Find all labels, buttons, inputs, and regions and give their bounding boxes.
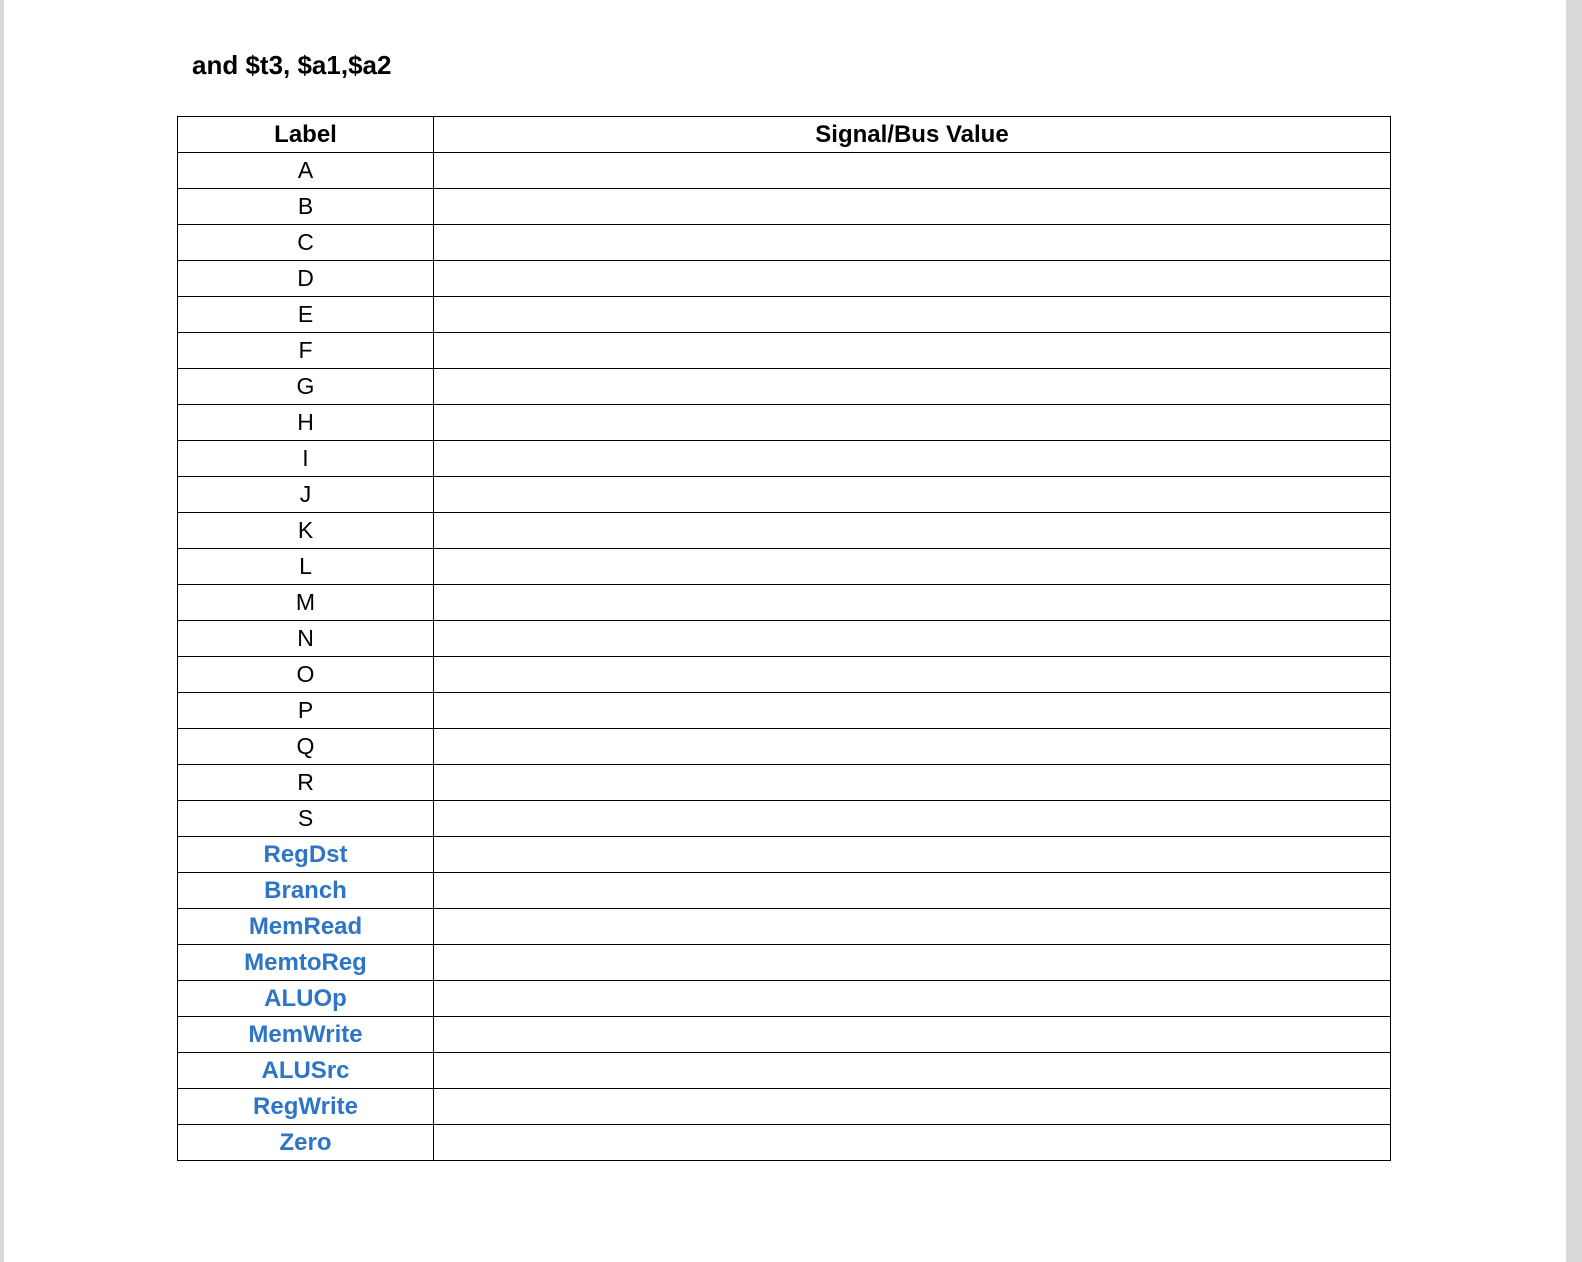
- signal-value-cell[interactable]: [434, 1125, 1391, 1161]
- table-row: [178, 297, 1391, 333]
- signal-value-cell[interactable]: [434, 981, 1391, 1017]
- bus-label: L: [178, 549, 434, 585]
- table-row: [178, 981, 1391, 1017]
- signal-value-cell[interactable]: [434, 477, 1391, 513]
- table-row: [178, 477, 1391, 513]
- bus-label: C: [178, 225, 434, 261]
- table-row: [178, 657, 1391, 693]
- table-row: [178, 1017, 1391, 1053]
- table-row: [178, 405, 1391, 441]
- table-row: [178, 1125, 1391, 1161]
- value-column-header: Signal/Bus Value: [434, 117, 1391, 153]
- bus-label: S: [178, 801, 434, 837]
- table-row: [178, 261, 1391, 297]
- signal-value-cell[interactable]: [434, 441, 1391, 477]
- table-row: [178, 225, 1391, 261]
- table-row: [178, 1089, 1391, 1125]
- signal-value-cell[interactable]: [434, 765, 1391, 801]
- bus-label: B: [178, 189, 434, 225]
- instruction-heading: and $t3, $a1,$a2: [192, 50, 392, 80]
- signal-value-cell[interactable]: [434, 1089, 1391, 1125]
- signal-value-cell[interactable]: [434, 585, 1391, 621]
- bus-label: J: [178, 477, 434, 513]
- signal-value-cell[interactable]: [434, 189, 1391, 225]
- table-row: [178, 837, 1391, 873]
- document-page: [4, 0, 1566, 1262]
- bus-label: E: [178, 297, 434, 333]
- control-signal-label: RegDst: [178, 837, 434, 873]
- signal-value-cell[interactable]: [434, 549, 1391, 585]
- control-signal-label: Branch: [178, 873, 434, 909]
- signal-value-cell[interactable]: [434, 261, 1391, 297]
- control-signal-label: MemRead: [178, 909, 434, 945]
- signal-value-cell[interactable]: [434, 621, 1391, 657]
- control-signal-label: MemtoReg: [178, 945, 434, 981]
- table-row: [178, 549, 1391, 585]
- signal-value-cell[interactable]: [434, 693, 1391, 729]
- signal-value-cell[interactable]: [434, 729, 1391, 765]
- signal-value-cell[interactable]: [434, 297, 1391, 333]
- control-signal-label: ALUSrc: [178, 1053, 434, 1089]
- table-row: [178, 801, 1391, 837]
- table-row: [178, 585, 1391, 621]
- table-row: [178, 909, 1391, 945]
- signal-value-cell[interactable]: [434, 369, 1391, 405]
- bus-label: N: [178, 621, 434, 657]
- signal-value-cell[interactable]: [434, 153, 1391, 189]
- table-row: [178, 189, 1391, 225]
- signal-value-cell[interactable]: [434, 909, 1391, 945]
- bus-label: M: [178, 585, 434, 621]
- signal-value-cell[interactable]: [434, 1017, 1391, 1053]
- signal-table: [177, 116, 1391, 1161]
- table-row: [178, 1053, 1391, 1089]
- label-column-header: Label: [178, 117, 434, 153]
- signal-value-cell[interactable]: [434, 657, 1391, 693]
- bus-label: A: [178, 153, 434, 189]
- signal-value-cell[interactable]: [434, 1053, 1391, 1089]
- bus-label: H: [178, 405, 434, 441]
- control-signal-label: RegWrite: [178, 1089, 434, 1125]
- table-row: [178, 945, 1391, 981]
- table-row: [178, 153, 1391, 189]
- table-row: [178, 621, 1391, 657]
- table-header-row: [178, 117, 1391, 153]
- signal-value-cell[interactable]: [434, 837, 1391, 873]
- table-row: [178, 369, 1391, 405]
- control-signal-label: ALUOp: [178, 981, 434, 1017]
- signal-value-cell[interactable]: [434, 225, 1391, 261]
- bus-label: O: [178, 657, 434, 693]
- table-row: [178, 765, 1391, 801]
- bus-label: I: [178, 441, 434, 477]
- control-signal-label: Zero: [178, 1125, 434, 1161]
- signal-value-cell[interactable]: [434, 513, 1391, 549]
- bus-label: K: [178, 513, 434, 549]
- table-row: [178, 693, 1391, 729]
- signal-value-cell[interactable]: [434, 873, 1391, 909]
- signal-value-cell[interactable]: [434, 801, 1391, 837]
- table-row: [178, 873, 1391, 909]
- bus-label: P: [178, 693, 434, 729]
- table-row: [178, 729, 1391, 765]
- signal-value-cell[interactable]: [434, 405, 1391, 441]
- bus-label: G: [178, 369, 434, 405]
- table-row: [178, 441, 1391, 477]
- bus-label: R: [178, 765, 434, 801]
- signal-value-cell[interactable]: [434, 945, 1391, 981]
- signal-value-cell[interactable]: [434, 333, 1391, 369]
- table-row: [178, 513, 1391, 549]
- table-row: [178, 333, 1391, 369]
- table-body: [178, 153, 1391, 1161]
- bus-label: Q: [178, 729, 434, 765]
- control-signal-label: MemWrite: [178, 1017, 434, 1053]
- bus-label: D: [178, 261, 434, 297]
- bus-label: F: [178, 333, 434, 369]
